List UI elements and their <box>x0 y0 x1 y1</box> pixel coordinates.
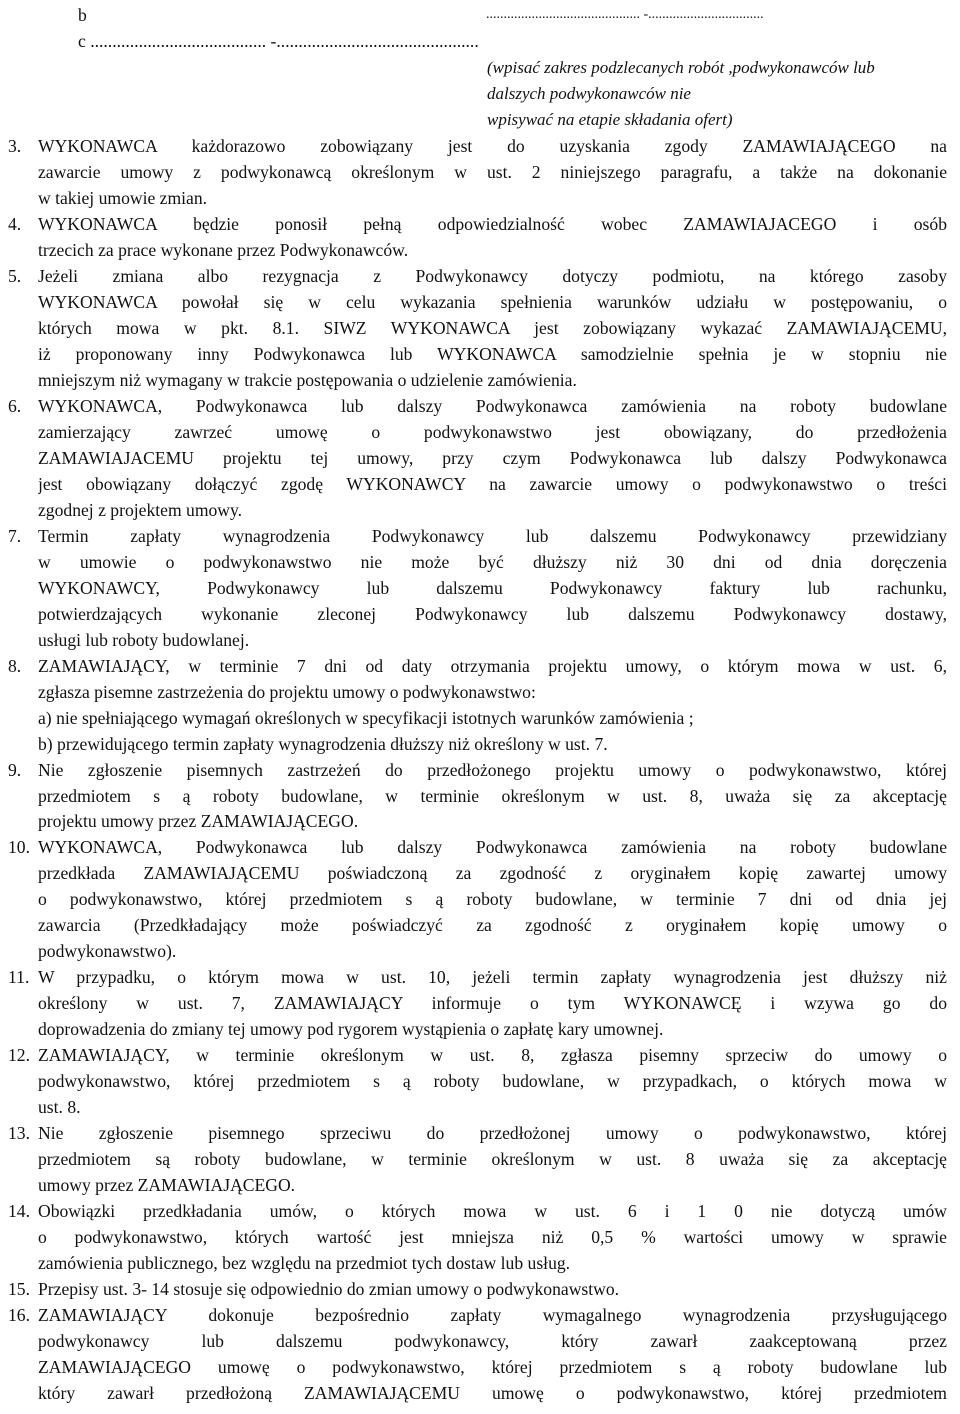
clause-text-line: WYKONAWCA, Podwykonawca lub dalszy Podwykonawca zamówienia na roboty budowlane <box>38 395 947 416</box>
clause-text-line: ZAMAWIAJĄCY, w terminie 7 dni od daty otrzymania projektu umowy, o którym mowa w ust. 6, <box>38 655 947 676</box>
clause-text-line: przedmiotem s ą roboty budowlane, w terminie określonym w ust. 8, uważa się za akceptację <box>38 785 947 806</box>
clause-number: 6. <box>8 395 22 416</box>
clause-text-line: Jeżeli zmiana albo rezygnacja z Podwykonawcy dotyczy podmiotu, na którego zasoby <box>38 265 947 286</box>
clause-text-line: Nie zgłoszenie pisemnego sprzeciwu do przedłożonej umowy o podwykonawstwo, której <box>38 1123 947 1144</box>
item-b-letter: b <box>78 5 87 25</box>
clause-text-line: zawarcia (Przedkładający może poświadczyć za zgodność z oryginałem kopię umowy o <box>38 915 947 936</box>
clause-number: 4. <box>8 213 22 234</box>
clause-text-line: o podwykonawstwo, których wartość jest mniejsza niż 0,5 % wartości umowy w sprawie <box>38 1227 947 1248</box>
clause-text-line: Nie zgłoszenie pisemnych zastrzeżeń do przedłożonego projektu umowy o podwykonawstwo, której <box>38 759 947 780</box>
item-b-dotted-fill: ............................................ -................................. <box>486 7 764 22</box>
clause-text-line: WYKONAWCA każdorazowo zobowiązany jest do uzyskania zgody ZAMAWIAJĄCEGO na <box>38 136 947 156</box>
clause-text-line: doprowadzenia do zmiany tej umowy pod rygorem wystąpienia o zapłatę kary umownej. <box>38 1019 664 1040</box>
clause-number: 7. <box>8 525 22 546</box>
clause-text-line: WYKONAWCY, Podwykonawcy lub dalszemu Podwykonawcy faktury lub rachunku, <box>38 577 947 598</box>
clause-text-line: umowy przez ZAMAWIAJĄCEGO. <box>38 1175 296 1196</box>
clause-number: 10. <box>8 837 30 858</box>
clause-text-line: iż proponowany inny Podwykonawca lub WYKONAWCA samodzielnie spełnia je w stopniu nie <box>38 343 947 364</box>
clause-text-line: zamierzający zawrzeć umowę o podwykonawstwo jest obowiązany, do przedłożenia <box>38 421 947 442</box>
clause-text-line: podwykonawstwo). <box>38 941 177 962</box>
clause-text-line: w umowie o podwykonawstwo nie może być dłuższy niż 30 dni od dnia doręczenia <box>38 551 947 572</box>
clause-text-line: trzecich za prace wykonane przez Podwykonawców. <box>38 239 409 260</box>
clause-number: 16. <box>8 1305 30 1326</box>
clause-text-line: ZAMAWIAJĄCY, w terminie określonym w ust. 8, zgłasza pisemny sprzeciw do umowy o <box>38 1045 947 1066</box>
clause-text-line: przedkłada ZAMAWIAJĄCEMU poświadczoną za zgodność z oryginałem kopię zawartej umowy <box>38 863 947 884</box>
clause-text-line: ZAMAWIAJĄCEGO umowę o podwykonawstwo, której przedmiotem s ą roboty budowlane lub <box>38 1357 947 1378</box>
clause-text-line: jest obowiązany dołączyć zgodę WYKONAWCY na zawarcie umowy o podwykonawstwo o treści <box>38 473 947 494</box>
subcontract-note-line-2: dalszych podwykonawców nie <box>487 84 691 103</box>
clause-text-line: W przypadku, o którym mowa w ust. 10, jeżeli termin zapłaty wynagrodzenia jest dłuższy niż <box>38 967 947 988</box>
clause-text-line: projektu umowy przez ZAMAWIAJĄCEGO. <box>38 811 359 832</box>
clause-number: 9. <box>8 759 22 780</box>
clause-number: 13. <box>8 1123 30 1144</box>
clause-text-line: WYKONAWCA powołał się w celu wykazania spełnienia warunków udziału w postępowaniu, o <box>38 291 947 312</box>
clause-number: 3. <box>8 136 22 156</box>
clause-text-line: podwykonawstwo, której przedmiotem s ą roboty budowlane, w przypadkach, o których mowa w <box>38 1071 947 1092</box>
item-c-dotted-line: c ........................................ -.............................................. <box>78 31 479 51</box>
clause-text-line: zgłasza pisemne zastrzeżenia do projektu umowy o podwykonawstwo: <box>38 681 536 702</box>
clause-text-line: a) nie spełniającego wymagań określonych w specyfikacji istotnych warunków zamówienia ; <box>38 707 694 728</box>
clause-number: 12. <box>8 1045 30 1066</box>
subcontract-note-line-1: (wpisać zakres podzlecanych robót ,podwykonawców lub <box>487 58 875 77</box>
clause-number: 14. <box>8 1201 30 1222</box>
clause-text-line: ust. 8. <box>38 1097 81 1118</box>
clause-text-line: Termin zapłaty wynagrodzenia Podwykonawcy lub dalszemu Podwykonawcy przewidziany <box>38 525 947 546</box>
clause-text-line: WYKONAWCA będzie ponosił pełną odpowiedzialność wobec ZAMAWIAJACEGO i osób <box>38 213 947 234</box>
clause-text-line: Obowiązki przedkładania umów, o których mowa w ust. 6 i 1 0 nie dotyczą umów <box>38 1201 947 1222</box>
clause-number: 5. <box>8 265 22 286</box>
clause-text-line: usługi lub roboty budowlanej. <box>38 629 250 650</box>
clause-text-line: zawarcie umowy z podwykonawcą określonym w ust. 2 niniejszego paragrafu, a także na dokonanie <box>38 161 947 182</box>
clause-text-line: potwierdzających wykonanie zleconej Podwykonawcy lub dalszemu Podwykonawcy dostawy, <box>38 603 947 624</box>
clause-text-line: przedmiotem są roboty budowlane, w terminie określonym w ust. 8 uważa się za akceptację <box>38 1149 947 1170</box>
clause-text-line: mniejszym niż wymagany w trakcie postępowania o udzielenie zamówienia. <box>38 369 577 390</box>
clause-text-line: których mowa w pkt. 8.1. SIWZ WYKONAWCA jest zobowiązany wykazać ZAMAWIAJĄCEMU, <box>38 317 947 338</box>
clause-text-line: ZAMAWIAJĄCY dokonuje bezpośrednio zapłaty wymagalnego wynagrodzenia przysługującego <box>38 1305 947 1326</box>
clause-text-line: zgodnej z projektem umowy. <box>38 499 243 520</box>
clause-text-line: zamówienia publicznego, bez względu na przedmiot tych dostaw lub usług. <box>38 1253 571 1274</box>
subcontract-note-line-3: wpisywać na etapie składania ofert) <box>487 110 733 129</box>
clause-number: 11. <box>8 967 30 988</box>
clause-text-line: WYKONAWCA, Podwykonawca lub dalszy Podwykonawca zamówienia na roboty budowlane <box>38 837 947 858</box>
clause-text-line: który zawarł przedłożoną ZAMAWIAJĄCEMU umowę o podwykonawstwo, której przedmiotem <box>38 1383 947 1404</box>
clause-number: 8. <box>8 655 22 676</box>
clause-text-line: o podwykonawstwo, której przedmiotem s ą roboty budowlane, w terminie 7 dni od dnia jej <box>38 889 947 910</box>
clause-number: 15. <box>8 1279 30 1300</box>
clause-text-line: określony w ust. 7, ZAMAWIAJĄCY informuje o tym WYKONAWCĘ i wzywa go do <box>38 993 947 1014</box>
clause-text-line: podwykonawcy lub dalszemu podwykonawcy, który zawarł zaakceptowaną przez <box>38 1331 947 1352</box>
clause-text-line: b) przewidującego termin zapłaty wynagrodzenia dłuższy niż określony w ust. 7. <box>38 733 608 754</box>
clause-text-line: ZAMAWIAJACEMU projektu tej umowy, przy czym Podwykonawca lub dalszy Podwykonawca <box>38 447 947 468</box>
clause-text-line: w takiej umowie zmian. <box>38 187 208 208</box>
clause-text-line: Przepisy ust. 3- 14 stosuje się odpowiednio do zmian umowy o podwykonawstwo. <box>38 1279 620 1300</box>
